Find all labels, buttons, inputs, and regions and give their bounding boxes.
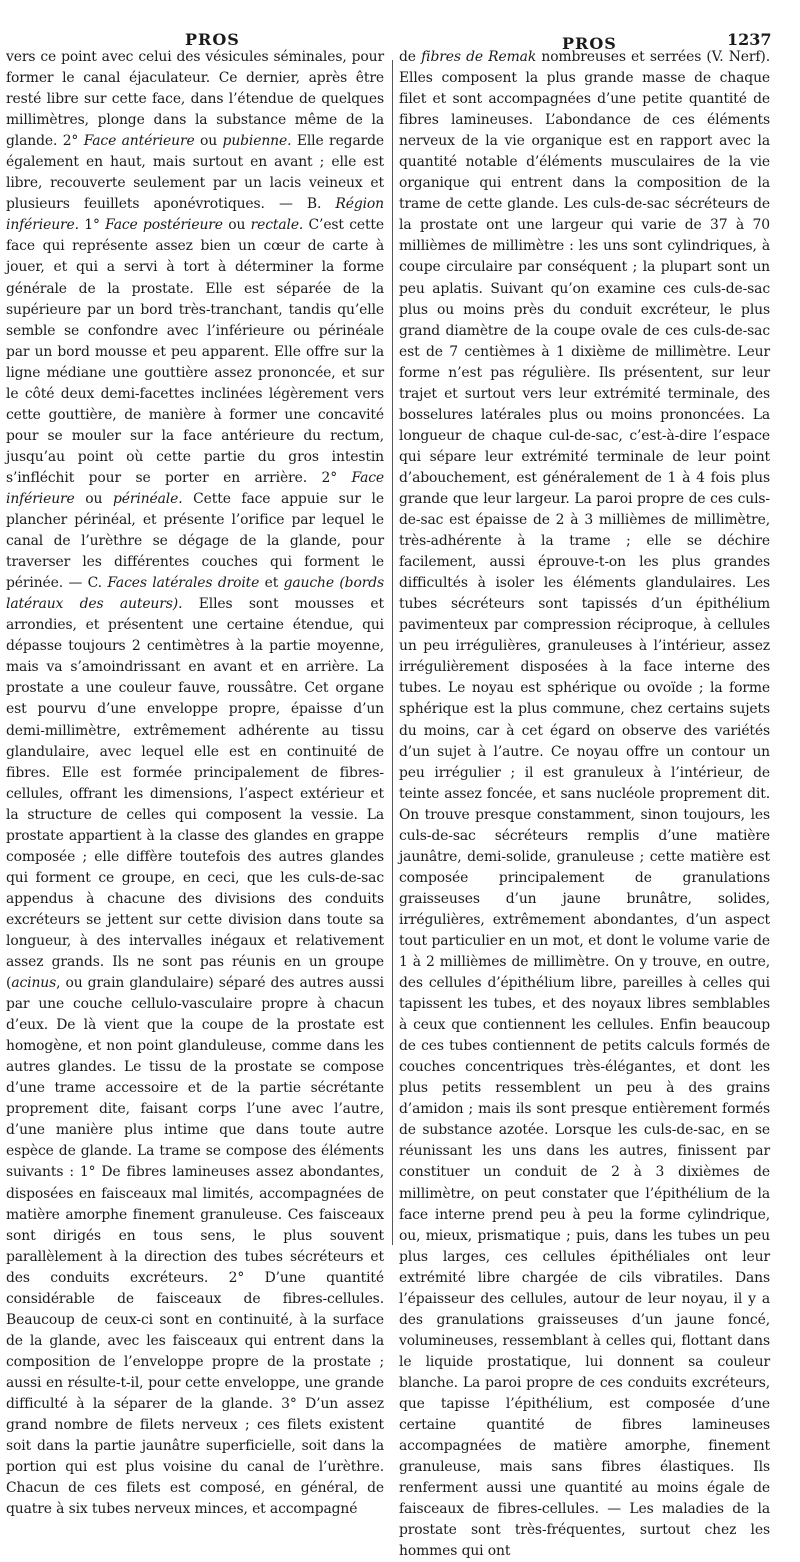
page-number: 1237 <box>727 30 772 49</box>
right-column <box>399 47 770 1562</box>
running-head-right: PROS <box>562 34 617 53</box>
left-column <box>6 47 384 1520</box>
column-divider <box>392 60 393 1245</box>
right-column-text: de fibres de Remak nombreuses et serrées (V. Nerf). Elles composent la plus grande masse de chaque filet et sont accompagnées d’une petite quantité de fibres lamineuses. L’abondance de ces éléments nerveux de la vie organique est en rapport avec la quantité notable d’éléments musculaires de la vie organique qui entrent dans la composition de la trame de cette glande. Les culs-de-sac sécréteurs de la prostate ont une largeur qui varie de 37 à 70 millièmes de millimètre : les uns sont cylindriques, à coupe circulaire par conséquent ; la plupart sont un peu aplatis. Suivant qu’on examine ces culs-de-sac plus ou moins près du conduit excréteur, le plus grand diamètre de la coupe ovale de ces culs-de-sac est de 7 centièmes à 1 dixième de millimètre. Leur forme n’est pas régulière. Ils présentent, sur leur trajet et surtout vers leur extrémité terminale, des bosselures latérales plus ou moins prononcées. La longueur de chaque cul-de-sac, c’est-à-dire l’espace qui sépare leur extrémité terminale de leur point d’abouchement, est généralement de 1 à 4 fois plus grande que leur largeur. La paroi propre de ces culs-de-sac est épaisse de 2 à 3 millièmes de millimètre, très-adhérente à la trame ; elle se déchire facilement, aussi éprouve-t-on les plus grandes difficultés à isoler les éléments glandulaires. Les tubes sécréteurs sont tapissés d’un épithélium pavimenteux par compression réciproque, à cellules un peu irrégulières, granuleuses à l’intérieur, assez irrégulièrement disposées à la face interne des tubes. Le noyau est sphérique ou ovoïde ; la forme sphérique est la plus commune, chez certains sujets du moins, car à cet égard on observe des variétés d’un sujet à l’autre. Ce noyau offre un contour un peu irrégulier ; il est granuleux à l’intérieur, de teinte assez foncée, et sans nucléole proprement dit. On trouve presque constamment, sinon toujours, les culs-de-sac sécréteurs remplis d’une matière jaunâtre, demi-solide, granuleuse ; cette matière est composée principalement de granulations graisseuses d’un jaune brunâtre, solides, irrégulières, extrêmement abondantes, d’un aspect tout particulier en un mot, et dont le volume varie de 1 à 2 millièmes de millimètre. On y trouve, en outre, des cellules d’épithélium libre, pareilles à celles qui tapissent les tubes, et des noyaux libres semblables à ceux que contiennent les cellules. Enfin beaucoup de ces tubes contiennent de petits calculs formés de couches concentriques très-élégantes, et dont les plus petits ressemblent un peu à des grains d’amidon ; mais ils sont presque entièrement formés de substance azotée. Lorsque les culs-de-sac, en se réunissant les uns dans les autres, finissent par constituer un conduit de 2 à 3 dixièmes de millimètre, on peut constater que l’épithélium de la face interne prend peu à peu la forme cylindrique, ou, mieux, prismatique ; puis, dans les tubes un peu plus larges, ces cellules épithéliales ont leur extrémité libre chargée de cils vibratiles. Dans l’épaisseur des cellules, autour de leur noyau, il y a des granulations graisseuses d’un jaune foncé, volumineuses, ressemblant à celles qui, flottant dans le liquide prostatique, lui donnent sa couleur blanche. La paroi propre de ces conduits excréteurs, que tapisse l’épithélium, est composée d’une certaine quantité de fibres lamineuses accompagnées de matière amorphe, finement granuleuse, mais sans fibres élastiques. Ils renferment aussi une quantité au moins égale de faisceaux de fibres-cellules. — Les maladies de la prostate sont très-fréquentes, surtout chez les hommes qui ont <box>399 49 771 1560</box>
running-head <box>0 12 800 53</box>
running-head-left: PROS <box>185 30 240 49</box>
left-column-text: vers ce point avec celui des vésicules séminales, pour former le canal éjaculateur. Ce dernier, après être resté libre sur cette face, dans l’étendue de quelques millimètres, plonge dans la substance même de la glande. 2° Face antérieure ou pubienne. Elle regarde également en haut, mais surtout en avant ; elle est libre, recouverte seulement par un lacis veineux et plusieurs feuillets aponévrotiques. — B. Région inférieure. 1° Face postérieure ou rectale. C’est cette face qui représente assez bien un cœur de carte à jouer, et qui a servi à tort à déterminer la forme générale de la prostate. Elle est séparée de la supérieure par un bord très-tranchant, tandis qu’elle semble se confondre avec l’inférieure ou périnéale par un bord mousse et peu apparent. Elle offre sur la ligne médiane une gouttière assez prononcée, et sur le côté deux demi-facettes inclinées légèrement vers cette gouttière, de manière à former une concavité pour se mouler sur la face antérieure du rectum, jusqu’au point où cette partie du gros intestin s’infléchit pour se porter en arrière. 2° Face inférieure ou périnéale. Cette face appuie sur le plancher périnéal, et présente l’orifice par lequel le canal de l’urèthre se dégage de la glande, pour traverser les différentes couches qui forment le périnée. — C. Faces latérales droite et gauche (bords latéraux des auteurs). Elles sont mousses et arrondies, et présentent une certaine étendue, qui dépasse toujours 2 centimètres à la partie moyenne, mais va s’amoindrissant en avant et en arrière. La prostate a une couleur fauve, roussâtre. Cet organe est pourvu d’une enveloppe propre, épaisse d’un demi-millimètre, extrêmement adhérente au tissu glandulaire, avec lequel elle est en continuité de fibres. Elle est formée principalement de fibres-cellules, offrant les dimensions, l’aspect extérieur et la structure de celles qui composent la vessie. La prostate appartient à la classe des glandes en grappe composée ; elle diffère toutefois des autres glandes qui forment ce groupe, en ceci, que les culs-de-sac appendus à chacune des divisions des conduits excréteurs se jettent sur cette division dans toute sa longueur, à des intervalles inégaux et relativement assez grands. Ils ne sont pas réunis en un groupe (acinus, ou grain glandulaire) séparé des autres aussi par une couche cellulo-vasculaire propre à chacun d’eux. De là vient que la coupe de la prostate est homogène, et non point glanduleuse, comme dans les autres glandes. Le tissu de la prostate se compose d’une trame accessoire et de la partie sécrétante proprement dite, faisant corps l’une avec l’autre, d’une manière plus intime que dans toute autre espèce de glande. La trame se compose des éléments suivants : 1° De fibres lamineuses assez abondantes, disposées en faisceaux mal limités, accompagnées de matière amorphe finement granuleuse. Ces faisceaux sont dirigés en tous sens, le plus souvent parallèlement à la direction des tubes sécréteurs et des conduits excréteurs. 2° D’une quantité considérable de faisceaux de fibres-cellules. Beaucoup de ceux-ci sont en continuité, à la surface de la glande, avec les faisceaux qui entrent dans la composition de l’enveloppe propre de la prostate ; aussi en résulte-t-il, pour cette enveloppe, une grande difficulté à la séparer de la glande. 3° D’un assez grand nombre de filets nerveux ; ces filets existent soit dans la partie jaunâtre superficielle, soit dans la portion qui est plus voisine du canal de l’urèthre. Chacun de ces filets est composé, en général, de quatre à six tubes nerveux minces, et accompagné <box>6 49 384 1518</box>
